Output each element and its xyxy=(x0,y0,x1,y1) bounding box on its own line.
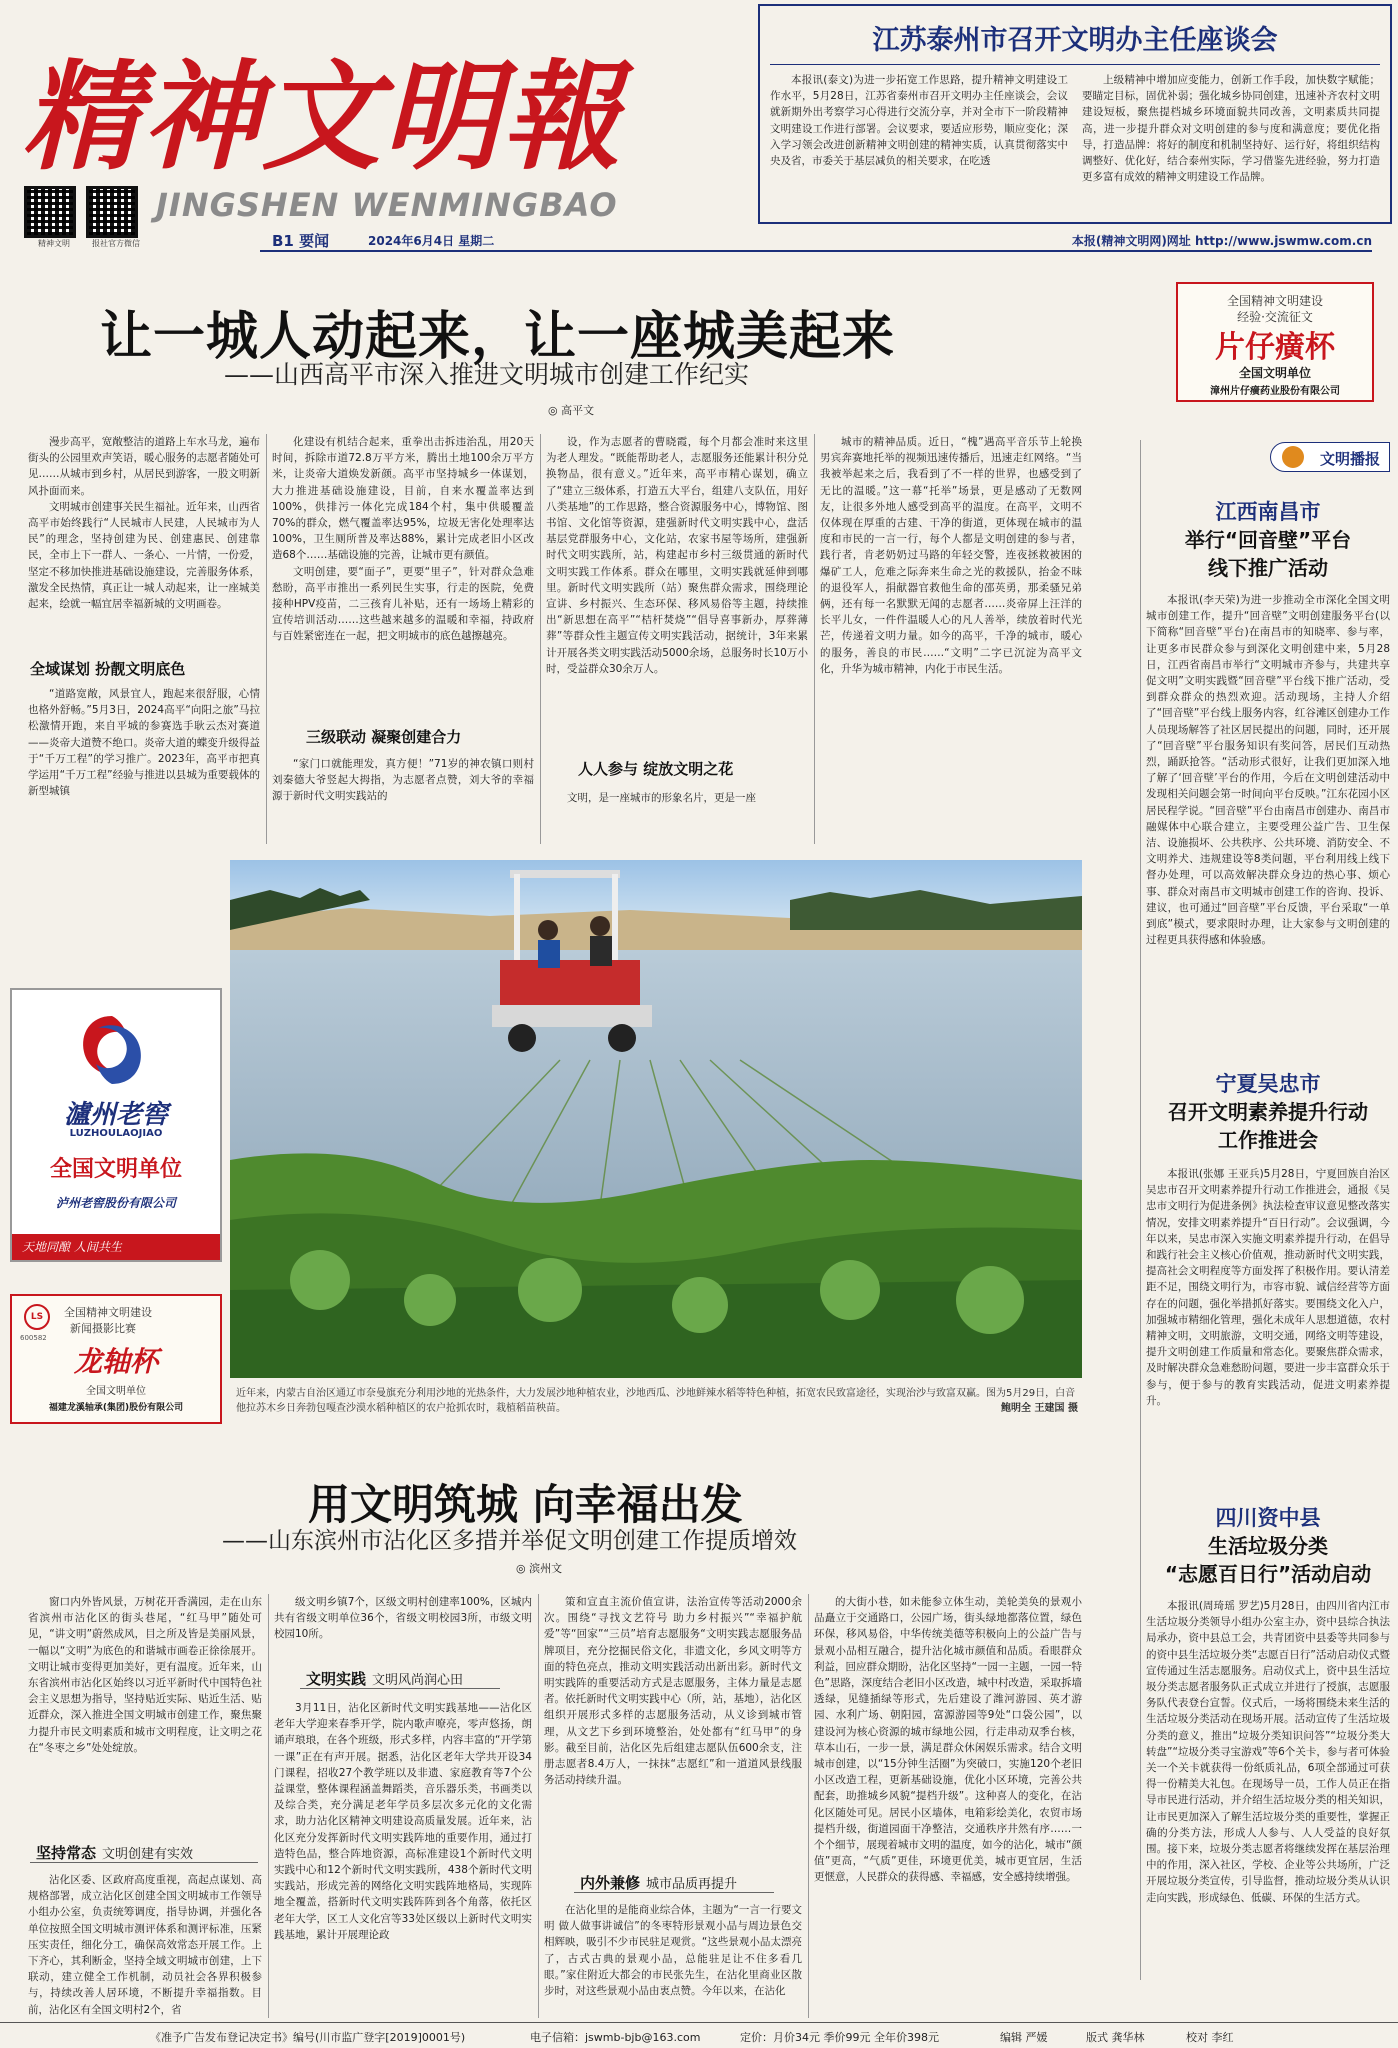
footer-price: 定价：月价34元 季价99元 全年价398元 xyxy=(740,2031,939,2044)
footer-proof: 校对 李红 xyxy=(1186,2031,1234,2044)
article1-section3-head: 人人参与 绽放文明之花 xyxy=(578,760,734,778)
qr-caption-left: 精神文明 xyxy=(38,239,70,248)
section-underline xyxy=(300,1688,500,1689)
article2-subhead: ——山东滨州市沾化区多措并举促文明创建工作提质增效 xyxy=(222,1528,797,1554)
article2-col1-tail: 沾化区委、区政府高度重视，高起点谋划、高规格部署，成立沾化区创建全国文明城市工作领导小组办公室，负责统筹调度，指导协调，并强化各单位按照全国文明城市测评体系和测评标准，压紧压实责任，细化分工，确保高效常态开展工作。上下齐心，其利断金，坚持全域文明城市创建，上下联动，建立健全工作机制，动员社会各界积极参与，持续改善人居环境，不断提升幸福指数。目前，沾化区有全国文明村2个，省 xyxy=(28,1874,262,2016)
right-item2-title1: 宁夏吴忠市 xyxy=(1215,1072,1321,1096)
right-item1-body: 本报讯(李天荣)为进一步推动全市深化全国文明城市创建工作，提升“回音壁”文明创建服务平台(以下简称“回音壁”平台)在南昌市的知晓率、参与率，让更多市民群众参与到深化文明创建中来，5月28日，江西省南昌市举行“文明城市齐参与，共建共享促文明”文明实践暨“回音壁”平台线下推广活动，受到群众群众的热烈欢迎。活动现场，主持人介绍了“回音壁”平台线上服务内容，红谷滩区创建办工作人员现场解答了社区居民提出的问题，同时，还开展了“回音壁”平台服务知识有奖问答，居民们互动热烈，踊跃抢答。“活动形式很好，让我们更加深入地了解了‘回音壁’平台的作用，今后在文明创建活动中发现相关问题会第一时间向平台反映。”江东花园小区居民程学说。“回音壁”平台由南昌市创建办、南昌市融媒体中心联合建立，主要受理公益广告、卫生保洁、设施损坏、公共秩序、公共环境、消防安全、不文明养犬、违规建设等8类问题，平台利用线上线下督办处理，可以高效解决群众身边的热心事、烦心事、群众对南昌市文明城市创建工作的咨询、投诉、建议，也可通过“回音壁”平台反馈，平台采取“一单到底”模式，要求限时办理，让大家参与文明创建的过程更具获得感和体验感。 xyxy=(1146,594,1390,947)
article1-section1-head: 全域谋划 扮靓文明底色 xyxy=(30,660,186,678)
qr-code-icon xyxy=(24,186,76,238)
column-rule xyxy=(814,434,815,844)
right-item2-title2: 召开文明素养提升行动 xyxy=(1168,1100,1368,1124)
ad-luzhoulaojiao[interactable] xyxy=(10,988,222,1262)
article1-col3: 设，作为志愿者的曹晓霞，每个月都会准时来这里为老人理发。“既能帮助老人，志愿服务还能累计积分兑换物品，很有意义。”近年来，高平市精心谋划，确立了“建立三级体系，打造五大平台，组建八支队伍，用好八类基地”的工作思路，整合资源服务中心，博物馆、图书馆、文化馆等资源，建强新时代文明实践中心，盘活基层党群服务中心，文化站，农家书屋等场所，建强新时代文明实践所，站，构建起市乡村三级贯通的新时代文明实践工作体系。群众在哪里，文明实践就延伸到哪里。新时代文明实践所（站）聚焦群众需求，围绕理论宣讲、乡村振兴、生态环保、移风易俗等主题，持续推出“新思想在高平”“桔杆焚烧”“倡导喜事新办，厚葬薄葬”等群众性主题宣传文明实践活动，据统计，3年来累计开展各类文明实践活动5000余场，总服务时长10万小时，受益群众30余万人。 xyxy=(546,436,808,675)
footer-email[interactable]: 电子信箱：jswmb-bjb@163.com xyxy=(530,2031,701,2044)
article1-author: ◎ 高平文 xyxy=(548,404,595,417)
right-item1-title3: 线下推广活动 xyxy=(1208,556,1328,580)
header-rule xyxy=(260,250,1372,252)
qr-code-left xyxy=(24,186,84,249)
footer-license: 《准予广告发布登记决定书》编号(川市监广登字[2019]0001号) xyxy=(150,2031,466,2044)
qr-caption-right: 报社官方微信 xyxy=(92,239,140,248)
footer-layout: 版式 龚华林 xyxy=(1086,2031,1145,2044)
column-rule xyxy=(266,434,267,844)
column-rule xyxy=(538,1594,539,2018)
ad-line: 经验·交流征文 xyxy=(1237,310,1313,324)
ad-brand: 片仔癀杯 xyxy=(1215,330,1335,365)
article1-col1-lead: 漫步高平，宽敞整洁的道路上车水马龙，遍布街头的公园里欢声笑语，暖心服务的志愿者随处可见……从城市到乡村，从居民到游客，一股文明新风扑面而来。 文明城市创建事关民生福祉。近年来，山西省高平市始终践行“人民城市人民建，人民城市为人民”的理念，坚持创建为民、创建惠民、创建靠民，全市上下一群人、一条心、一片情，一份爱，坚定不移加快推进基础设施建设，完善服务体系，激发全民热情，真正让一城人动起来，让一座城美起来，绘就一幅宜居幸福新城的文明画卷。 xyxy=(28,436,260,611)
newspaper-logo: 精神文明報 xyxy=(22,47,623,186)
broadcast-icon xyxy=(1282,446,1304,468)
masthead xyxy=(22,14,742,250)
ad-badge-no: 600582 xyxy=(20,1334,47,1342)
section-underline xyxy=(30,1862,258,1863)
article1-col2-tail: “家门口就能理发，真方便！”71岁的神农镇口则村刘秦德大爷竖起大拇指，为志愿者点赞，刘大爷的幸福源于新时代文明实践站的 xyxy=(272,758,534,803)
ad-longzhou[interactable] xyxy=(10,1294,222,1424)
column-rule xyxy=(808,1594,809,2018)
ad-line: 新闻摄影比赛 xyxy=(70,1322,136,1335)
right-item3-title3: “志愿百日行”活动启动 xyxy=(1164,1562,1372,1586)
newspaper-logo-pinyin: JINGSHEN WENMINGBAO xyxy=(156,186,618,224)
ad-brand-en: LUZHOULAOJIAO xyxy=(69,1128,163,1139)
photo-caption-text: 近年来，内蒙古自治区通辽市奈曼旗充分利用沙地的光热条件，大力发展沙地种植农业，沙地西瓜、沙地鲜辣水稻等特色种植，拓宽农民致富途径，实现治沙与致富双赢。图为5月29日，白音他拉苏木乡日奔勃包嘎查沙漠水稻种植区的农户抢抓农时，栽植稻苗秧苗。 xyxy=(236,1388,1076,1414)
qr-code-icon xyxy=(86,186,138,238)
ad-company: 福建龙溪轴承(集团)股份有限公司 xyxy=(48,1403,184,1413)
top-news-col1: 本报讯(泰文)为进一步拓宽工作思路，提升精神文明建设工作水平，5月28日，江苏省泰州市召开文明办主任座谈会，会议就新期外出考察学习心得进行交流分享，并对全市下一阶段精神文明建设工作进行部署。会议要求，要适应形势，顺应变化；深入学习领会改进创新精神文明创建的精神实质，认真贯彻落实中央及省，市委关于基层减负的相关要求，在吃透 xyxy=(770,74,1068,168)
top-news-title: 江苏泰州市召开文明办主任座谈会 xyxy=(872,25,1278,56)
ad-line: 全国精神文明建设 xyxy=(1226,294,1323,308)
page-number: B1 要闻 xyxy=(272,232,330,250)
right-item2-body: 本报讯(张娜 王亚兵)5月28日，宁夏回族自治区吴忠市召开文明素养提升行动工作推进会，通报《吴忠市文明行为促进条例》执法检查审议意见整改落实情况，安排文明素养提升“百日行动”。会议强调，今年以来，吴忠市深入实施文明素养提升行动，在倡导和践行社会主义核心价值观，推动新时代文明实践，提高社会文明程度等方面发挥了积极作用。要认清差距不足，围绕文明行为，市容市貌、诚信经营等方面存在的问题，强化举措抓好落实。要围绕文化入户，加强城市精细化管理，强化未成年人思想道德，农村精神文明，文明旅游，文明交通，网络文明等建设，提升文明创建工作质量和常态化。要聚焦群众需求，及时解决群众急难愁盼问题，要进一步丰富群众乐于参与，便于参与的教育实践活动，促进文明素养提升。 xyxy=(1146,1168,1390,1407)
article1-col3-tail: 文明，是一座城市的形象名片，更是一座 xyxy=(567,792,756,804)
luzhou-logo-icon xyxy=(72,1010,152,1090)
article1-subhead: ——山西高平市深入推进文明城市创建工作纪实 xyxy=(224,360,750,389)
section-underline xyxy=(574,1892,774,1893)
right-item1-title2: 举行“回音壁”平台 xyxy=(1184,528,1352,552)
article1-col1-tail: “道路宽敞，风景宜人，跑起来很舒服，心情也格外舒畅。”5月3日，2024高平“向阳之旅”马拉松激情开跑，来自平城的参赛选手耿云杰对赛道——炎帝大道赞不绝口。炎帝大道的蝶变升级得益于“千万工程”的学习推广。2023年，高平市把真学运用“千万工程”经验与推进以县城为重要载体的新型城镇 xyxy=(28,688,260,798)
article1-headline: 让一城人动起来，让一座城美起来 xyxy=(100,307,896,367)
right-item3-title1: 四川资中县 xyxy=(1215,1506,1321,1530)
article2-col3: 策和宣直主流价值宣讲，法治宣传等活动2000余次。围绕“寻找文艺符号 助力乡村振兴”“幸福护航 爱”等“回家”“三员”培育志愿服务“文明实践志愿服务品牌项目，充分挖掘民俗文化，非遗文化，乡风文明等方面的特色亮点，推动文明实践活动出新出彩。新时代文明实践阵的重要活动方式是志愿服务，主体力量是志愿者。依托新时代文明实践中心（所，站，基地），沾化区组织开展形式多样的志愿服务活动，从义诊到城市管理，从文艺下乡到环境整治，处处都有“红马甲”的身影。截至目前，沾化区先后组建志愿队伍600余支，注册志愿者8.4万人，一抹抹“志愿红”和一道道风景线服务活动持续升温。 xyxy=(544,1596,802,1787)
article2-col4: 的大街小巷，如未能参立体生动，美轮美奂的景观小品矗立于交通路口，公园广场，街头绿地都落位置，绿色环保，移风易俗，中华传统美德等积极向上的公益广告与景观小品相互融合，提升沾化城市颜值和品质。看眼群众利益，回应群众期盼，沾化区坚持“一园一主题，一园一特色”思路，深度结合老旧小区改造，城中村改造，采取拆墙透绿，见缝插绿等形式，先后建设了潍河游园、英才游园、水利广场、朝阳园，富源游园等9处“口袋公园”，以建设河为核心资源的城市绿地公园，行走串动双季台核，草本山石，一步一景，满足群众休闲娱乐需求。结合文明城市创建，以“15分钟生活圈”为突破口，实施120个老旧小区改造工程，更新基础设施，优化小区环境，完善公共配套，助推城乡风貌“提档升级”。这种喜人的变化，在沾化区随处可见。居民小区墙体，电箱彩绘美化，农贸市场提档升级，街道园面干净整洁，交通秩序井然有序……一个个细节，展现着城市文明的温度，如今的沾化，城市“颜值”更高，“气质”更佳，环境更优美，城市更宜居，生活更惬意，人民群众的获得感、幸福感，安全感持续增强。 xyxy=(814,1596,1082,1884)
right-item1-title1: 江西南昌市 xyxy=(1215,500,1321,524)
article2-section1-head: 坚持常态 文明创建有实效 xyxy=(36,1844,194,1862)
right-column-rule xyxy=(1140,440,1141,1980)
article1-col4: 城市的精神品质。近日，“槐”遇高平音乐节上轮换男宾奔赛地托举的视频迅速传播后，迅速走红网络。“当我被举起来之后，我看到了不一样的世界，也感受到了无比的温暖。”这一幕“托举”场景，更是感动了无数网友，让很多外地人感受到高平的温度。在高平，文明不仅体现在厚重的古建、干净的街道，更体现在城市的温度和市民的一言一行，每个人都是文明创建的参与者，践行者，肯老奶奶过马路的年轻交警，连夜拯救被困的爆矿工人，危难之际奔来生命之光的救援队，抬金不昧的退役军人，捐献器官救他生命的邵英勇，那柔骚兄弟俩，还有每一名默默无闻的志愿者……炎帝屏上汪洋的长平儿女，一件件温暖人心的凡人善举，续放着时代光芒，传递着文明力量。如今的高平，千净的城市，暖心的服务，善良的市民……“文明”二字已沉淀为高平文化，升华为城市精神，内化于市民生活。 xyxy=(820,436,1082,675)
right-column-tag xyxy=(1146,440,1390,474)
article2-section3-head: 内外兼修 城市品质再提升 xyxy=(580,1874,738,1892)
top-news-col2: 上级精神中增加应变能力，创新工作手段，加快数字赋能；要瞄定目标，固优补弱；强化城乡协同创建，迅速补齐农村文明建设短板，聚焦提档城乡环境面貌共同改善，文明素质共同提高，进一步提升群众对文明创建的参与度和满意度；要优化指导，打造品牌：将好的制度和机制坚持好、运行好，将组织结构调整好、优化好，结合泰州实际，学习借鉴先进经验，努力打造更多富有成效的精神文明建设工作品牌。 xyxy=(1082,74,1380,184)
news-photo xyxy=(230,860,1082,1378)
photo-caption xyxy=(236,1386,1078,1416)
article2-col2: 级文明乡镇7个，区级文明村创建率100%，区城内共有省级文明单位36个，省级文明校园3所，市级文明校园10所。 xyxy=(274,1596,532,1641)
ad-brand: 龙轴杯 xyxy=(73,1345,158,1378)
photo-credit: 鲍明全 王建国 摄 xyxy=(1001,1403,1078,1414)
column-rule xyxy=(540,434,541,844)
qr-code-right xyxy=(86,186,146,249)
right-item3-body: 本报讯(周琦瑶 罗艺)5月28日，由四川省内江市生活垃圾分类领导小组办公室主办，资中县综合执法局承办，资中县总工会，共青团资中县委等共同参与的资中县生活垃圾分类“志愿百日行”活动启动仪式暨宣传通过生活志愿服务。启动仪式上，资中县生活垃圾分类志愿者服务队正式成立并进行了授旗，志愿服务队代表登台宣誓。仪式后，一场将围绕未来生活的生活垃圾分类活动在现场开展。活动宣传了生活垃圾分类的意义，推出“垃圾分类知识问答”“垃圾分类大转盘”“垃圾分类寻宝游戏”等6个关卡，参与者可体验关一个关卡就获得一份纸质礼品，6项全部通过可获得一份精美大礼包。在现场导一员，工作人员正在指导市民进行活动，并介绍生活垃圾分类的相关知识，让市民更加深入了解生活垃圾分类的重要性，掌握正确的分类方法，形成人人参与、人人受益的良好氛围。接下来，垃圾分类志愿者将继续发挥在基层治理中的作用，深入社区，学校、企业等公共场所，广泛开展垃圾分类宣传，引导监督，推动垃圾分类从认识走向实践，形成绿色、低碳、环保的生活方式。 xyxy=(1146,1600,1390,1904)
article1-col2: 化建设有机结合起来，重拳出击拆违治乱，用20天时间，拆除市道72.8万平方米，腾出土地100余万平方米，让炎帝大道焕发新颜。高平市坚持城乡一体谋划，大力推进基础设施建设，目前，自来水覆盖率达到100%，供排污一体化完成184个村，集中供暖覆盖70%的群众，燃气覆盖率达95%，垃圾无害化处理率达100%，卫生厕所普及率达88%，累计完成老旧小区改造68个……基础设施的完善，让城市更有颜值。 文明创建，要“面子”，更要“里子”，针对群众急难愁盼，高平市推出一系列民生实事，行走的医院，免费接种HPV疫苗，二三孩育儿补贴，还有一场场上精彩的宣传培训活动……这些越来越多的温暖和幸福，持政府与百姓紧密连在一起，把文明城市的底色越擦越亮。 xyxy=(272,436,534,643)
ad-line: 全国精神文明建设 xyxy=(64,1306,152,1319)
ad-pianzaihuang[interactable] xyxy=(1176,282,1374,402)
ad-title: 全国文明单位 xyxy=(49,1157,182,1182)
article2-col1: 窗口内外皆风景，万树花开香满园，走在山东省滨州市沾化区的街头巷尾，“红马甲”随处可见，“讲文明”蔚然成风，目之所及皆是美丽风景，一幅以“文明”为底色的和谐城市画卷正徐徐展开。文明让城市变得更加美好，更有温度。近年来，山东省滨州市沾化区始终以习近平新时代中国特色社会主义思想为指导，坚持贴近实际、贴近生活、贴近群众，深入推进全国文明城市创建工作，聚焦聚力提升市民文明素质和城市文明程度，让文明之花在“冬枣之乡”处处绽放。 xyxy=(28,1596,262,1754)
issue-date: 2024年6月4日 星期二 xyxy=(368,234,495,248)
ad-line: 全国文明单位 xyxy=(86,1386,146,1397)
longzhou-logo-icon: LS xyxy=(24,1304,50,1330)
article2-col3-tail: 在沾化里的是能商业综合体，主题为“一言一行要文明 做人做事讲诚信”的冬枣特形景观小品与周边景色交相辉映，吸引不少市民驻足观赏。“这些景观小品太漂亮了，古式古典的景观小品，总能驻足让不住多看几眼。”家住附近大都会的市民张先生，在沾化里商业区散步时，对这些景观小品由衷点赞。今年以来，在沾化 xyxy=(544,1904,802,1998)
site-url[interactable]: 本报(精神文明网)网址 http://www.jswmw.com.cn xyxy=(1071,234,1372,248)
rice-paddy-photo xyxy=(230,860,1082,1378)
article2-section2-head: 文明实践 文明风尚润心田 xyxy=(306,1670,464,1688)
top-news-box xyxy=(758,4,1392,224)
right-item3-title2: 生活垃圾分类 xyxy=(1208,1534,1328,1558)
column-rule xyxy=(268,1594,269,2018)
ad-brand: 瀘州老窖 xyxy=(63,1100,168,1130)
footer-editor: 编辑 严媛 xyxy=(1000,2031,1048,2044)
ad-company: 漳州片仔癀药业股份有限公司 xyxy=(1210,386,1340,397)
right-column-tag-text: 文明播报 xyxy=(1319,450,1380,468)
ad-line: 全国文明单位 xyxy=(1238,366,1311,380)
right-item2-title3: 工作推进会 xyxy=(1218,1128,1318,1152)
page-footer xyxy=(0,2022,1398,2048)
article2-headline: 用文明筑城 向幸福出发 xyxy=(308,1480,743,1529)
article1-section2-head: 三级联动 凝聚创建合力 xyxy=(306,728,462,746)
article2-col2-tail: 3月11日，沾化区新时代文明实践基地——沾化区老年大学迎来春季开学，院内歌声嘹亮，零声悠扬，朗诵声琅琅，在各个班级，形式多样，内容丰富的“开学第一课”正在有声开展。据悉，沾化区老年大学共开设34门课程，招收27个教学班以及非遗、家庭教育等7个公益课堂，整体课程涵盖舞蹈类，音乐器乐类，书画类以及综合类，充分满足老年学员多层次多元化的文化需求，助力沾化区精神文明建设高质量发展。近年来，沾化区充分发挥新时代文明实践阵地的重要作用，通过打造特色品，整合阵地资源，高标准建设1个新时代文明实践中心和12个新时代文明实践所，438个新时代文明实践站，形成完善的网络化文明实践阵地格局，实现阵地全覆盖，搭新时代文明实践阵阵到各个角落，依托区老年大学，区工人文化宫等33处区级以上新时代文明实践基地，累计开展理论政 xyxy=(274,1702,532,1941)
ad-slogan: 天地同酿 人间共生 xyxy=(12,1234,220,1260)
ad-company: 泸州老窖股份有限公司 xyxy=(55,1196,176,1210)
article2-author: ◎ 滨州文 xyxy=(516,1562,563,1575)
top-news-rule xyxy=(770,64,1380,65)
